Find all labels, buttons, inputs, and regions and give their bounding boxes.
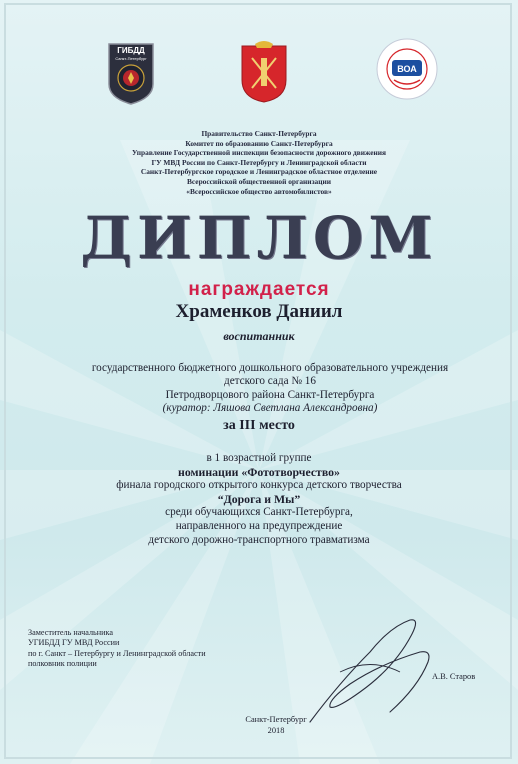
organizer-line: Комитет по образованию Санкт-Петербурга [185,138,333,148]
signatory-block [28,628,288,670]
contest-final: финала городского открытого конкурса детского творчества [116,479,402,492]
contest-name: “Дорога и Мы” [217,491,301,506]
recipient-name: Храменков Даниил [175,301,343,322]
voa-emblem-icon [374,36,440,102]
gibdd-emblem-icon [105,40,157,106]
signatory-line: по г. Санкт – Петербургу и Ленинградской области [28,648,206,658]
signer-name: А.В. Старов [432,672,476,681]
age-group: в 1 возрастной группе [206,452,312,464]
recipient-role: воспитанник [223,329,295,343]
institution-line: детского сада № 16 [224,375,316,388]
place-heading: за III место [223,418,295,433]
signatory-line: Заместитель начальника [28,628,114,637]
awarded-label: награждается [188,279,330,300]
voa-label: ВОА [397,64,417,74]
organizer-line: ГУ МВД России по Санкт-Петербургу и Ленинградской области [151,157,367,167]
contest-detail: направленного на предупреждение [175,519,343,532]
signatory-line: УГИБДД ГУ МВД России [28,638,120,648]
signatory-line: полковник полиции [28,659,97,669]
contest-detail: среди обучающихся Санкт-Петербурга, [165,506,353,519]
city: Санкт-Петербург [245,715,307,724]
organizer-line: Санкт-Петербургское городское и Ленинградское областное отделение [140,167,378,177]
organizer-line: Управление Государственной инспекции безопасности дорожного движения [131,148,387,158]
institution-line: государственного бюджетного дошкольного образовательного учреждения [91,362,449,374]
organizer-line: «Всероссийское общество автомобилистов» [186,186,332,196]
nomination: номинации «Фототворчество» [178,464,340,479]
contest-block [20,452,498,547]
gibdd-label: ГИБДД [117,46,145,55]
spb-coat-of-arms-icon [238,40,290,104]
year: 2018 [267,726,285,735]
institution-block [45,362,495,416]
institution-line: Петродворцового района Санкт-Петербурга [165,388,375,401]
gibdd-sublabel: Санкт-Петербург [115,56,147,61]
logos-row [0,40,518,110]
diploma-title: ДИПЛОМ [80,204,438,272]
organizer-line: Правительство Санкт-Петербурга [201,129,317,138]
contest-detail: детского дорожно-транспортного травматизма [148,533,370,546]
organizer-line: Всероссийской общественной организации [186,176,332,186]
footer-block [0,714,518,736]
organizers-block [0,129,518,196]
curator-line: (куратор: Ляшова Светлана Александровна) [162,402,378,415]
